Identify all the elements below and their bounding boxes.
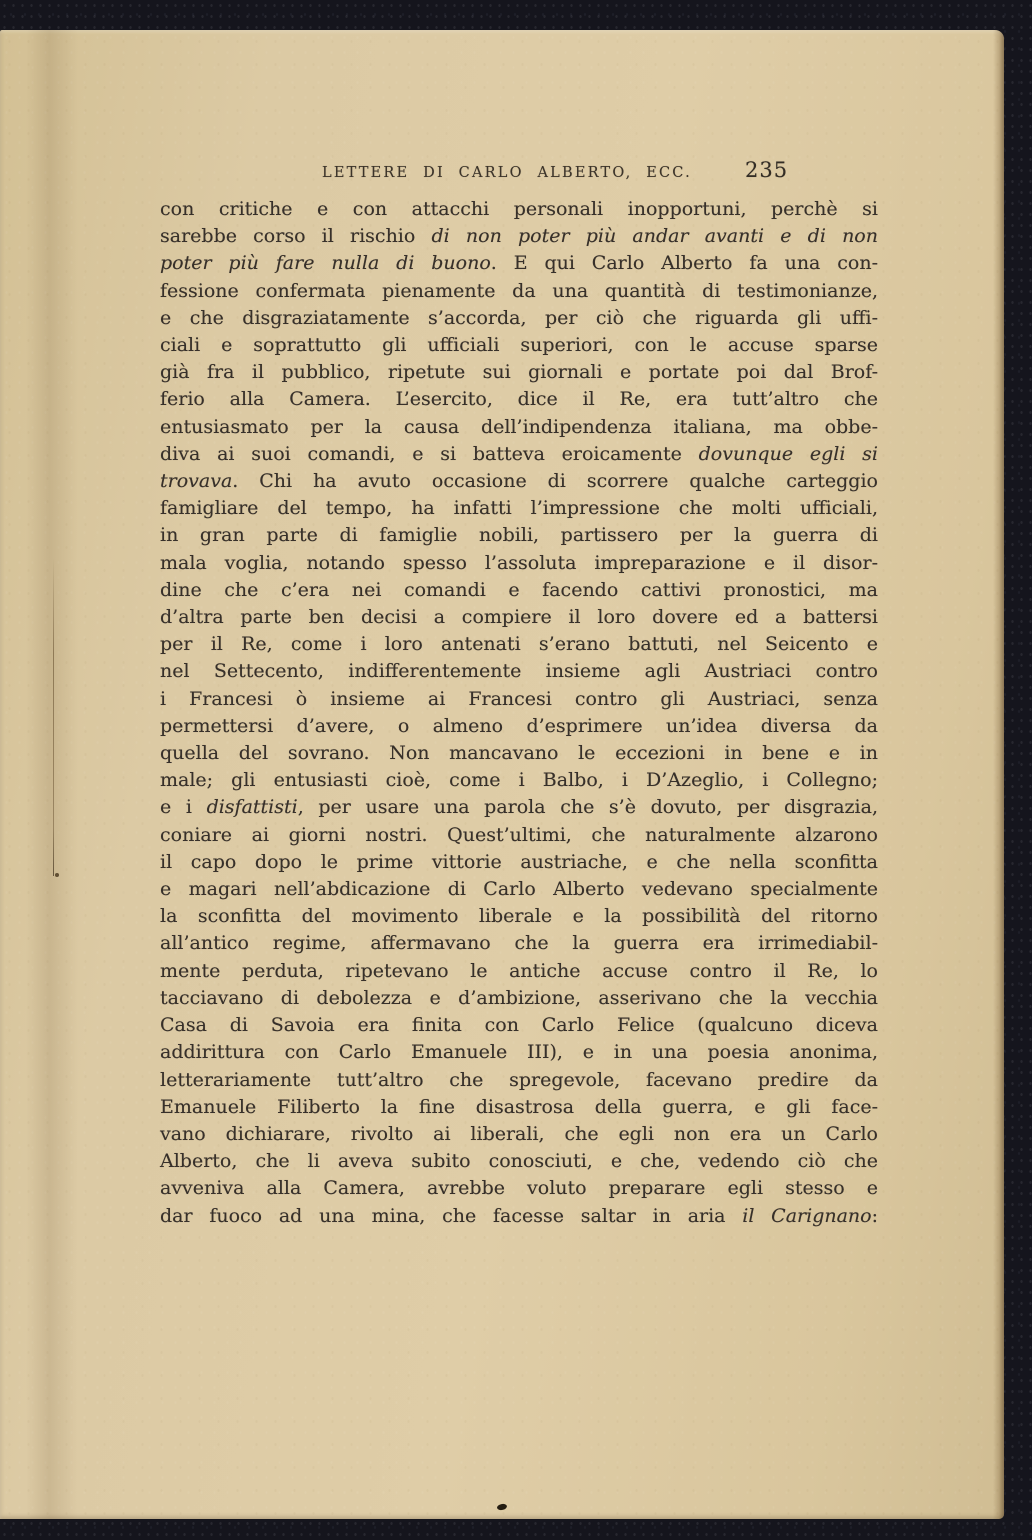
text-segment: fessione confermata pienamente da una quantità di testimonianze, xyxy=(160,279,878,302)
text-line xyxy=(160,1121,878,1148)
text-segment: addirittura con Carlo Emanuele III), e in una poesia anonima, xyxy=(160,1041,878,1064)
text-segment: sarebbe corso il rischio xyxy=(160,225,432,248)
text-segment: il capo dopo le prime vittorie austriache, e che nella sconfitta xyxy=(160,850,878,873)
text-line xyxy=(160,740,878,767)
text-segment: ferio alla Camera. L’esercito, dice il Re, era tutt’altro che xyxy=(160,388,878,411)
text-segment: male; gli entusiasti cioè, come i Balbo, i D’Azeglio, i Collegno; xyxy=(160,769,878,792)
text-line xyxy=(160,386,878,413)
text-segment: nel Settecento, indifferentemente insieme agli Austriaci contro xyxy=(160,660,878,683)
text-line xyxy=(160,250,878,277)
running-header-title: LETTERE DI CARLO ALBERTO, ECC. xyxy=(322,165,692,181)
text-segment: : xyxy=(871,1204,878,1227)
text-segment: la sconfitta del movimento liberale e la possibilità del ritorno xyxy=(160,905,878,928)
text-line xyxy=(160,1175,878,1202)
text-line xyxy=(160,822,878,849)
text-line xyxy=(160,468,878,495)
text-segment: e i xyxy=(160,796,207,819)
italic-text-segment: poter più fare nulla di buono xyxy=(160,252,491,275)
text-segment: già fra il pubblico, ripetute sui giornali e portate poi dal Brof- xyxy=(160,361,878,384)
text-segment: vano dichiarare, rivolto ai liberali, che egli non era un Carlo xyxy=(160,1122,878,1145)
text-line xyxy=(160,223,878,250)
text-line xyxy=(160,631,878,658)
text-line xyxy=(160,876,878,903)
italic-text-segment: disfattisti xyxy=(206,796,298,819)
text-segment: ciali e soprattutto gli ufficiali superiori, con le accuse sparse xyxy=(160,334,878,357)
text-line xyxy=(160,1148,878,1175)
text-segment: . E qui Carlo Alberto fa una con- xyxy=(490,252,878,275)
text-line xyxy=(160,278,878,305)
text-line xyxy=(160,305,878,332)
text-line xyxy=(160,1067,878,1094)
text-segment: mente perduta, ripetevano le antiche accuse contro il Re, lo xyxy=(160,959,878,982)
text-line xyxy=(160,958,878,985)
text-line xyxy=(160,414,878,441)
text-segment: e che disgraziatamente s’accorda, per ciò che riguarda gli uffi- xyxy=(160,306,878,329)
text-line xyxy=(160,713,878,740)
text-segment: tacciavano di debolezza e d’ambizione, asserivano che la vecchia xyxy=(160,986,878,1009)
text-segment: all’antico regime, affermavano che la guerra era irrimediabil- xyxy=(160,932,878,955)
text-segment: entusiasmato per la causa dell’indipendenza italiana, ma obbe- xyxy=(160,415,878,438)
ink-speck xyxy=(55,873,59,877)
text-line xyxy=(160,604,878,631)
text-line xyxy=(160,1094,878,1121)
text-line xyxy=(160,550,878,577)
text-segment: famigliare del tempo, ha infatti l’impressione che molti ufficiali, xyxy=(160,497,878,520)
paper-crease-line xyxy=(53,558,54,876)
text-line xyxy=(160,196,878,223)
text-segment: i Francesi ò insieme ai Francesi contro gli Austriaci, senza xyxy=(160,687,878,710)
text-segment: in gran parte di famiglie nobili, partissero per la guerra di xyxy=(160,524,878,547)
text-block xyxy=(160,196,878,1230)
italic-text-segment: di non poter più andar avanti e di non xyxy=(431,225,878,248)
text-segment: diva ai suoi comandi, e si batteva eroicamente xyxy=(160,442,699,465)
text-segment: . Chi ha avuto occasione di scorrere qualche carteggio xyxy=(232,470,878,493)
text-line xyxy=(160,849,878,876)
text-segment: Casa di Savoia era finita con Carlo Felice (qualcuno diceva xyxy=(160,1014,878,1037)
text-segment: permettersi d’avere, o almeno d’esprimere un’idea diversa da xyxy=(160,714,878,737)
text-segment: d’altra parte ben decisi a compiere il loro dovere ed a battersi xyxy=(160,606,878,629)
text-line xyxy=(160,903,878,930)
ink-speck xyxy=(496,1503,507,1511)
text-line xyxy=(160,930,878,957)
text-segment: dar fuoco ad una mina, che facesse saltar in aria xyxy=(160,1204,743,1227)
text-line xyxy=(160,794,878,821)
text-segment: Emanuele Filiberto la fine disastrosa della guerra, e gli face- xyxy=(160,1095,878,1118)
text-segment: quella del sovrano. Non mancavano le eccezioni in bene e in xyxy=(160,742,878,765)
italic-text-segment: trovava xyxy=(160,470,233,493)
book-page-paper xyxy=(0,30,1004,1519)
text-line xyxy=(160,767,878,794)
text-segment: Alberto, che li aveva subito conosciuti, e che, vedendo ciò che xyxy=(160,1150,878,1173)
text-line xyxy=(160,522,878,549)
text-line xyxy=(160,658,878,685)
text-line xyxy=(160,1039,878,1066)
text-line xyxy=(160,985,878,1012)
text-segment: avveniva alla Camera, avrebbe voluto preparare egli stesso e xyxy=(160,1177,878,1200)
text-line xyxy=(160,1012,878,1039)
text-segment: per il Re, come i loro antenati s’erano battuti, nel Seicento e xyxy=(160,633,878,656)
text-line xyxy=(160,495,878,522)
binding-gutter-shadow xyxy=(26,30,78,1519)
text-segment: letterariamente tutt’altro che spregevole, facevano predire da xyxy=(160,1068,878,1091)
page-number: 235 xyxy=(745,158,789,182)
text-line xyxy=(160,686,878,713)
italic-text-segment: il Carignano xyxy=(742,1204,872,1227)
text-line xyxy=(160,441,878,468)
text-segment: mala voglia, notando spesso l’assoluta impreparazione e il disor- xyxy=(160,551,878,574)
text-line xyxy=(160,332,878,359)
text-segment: dine che c’era nei comandi e facendo cattivi pronostici, ma xyxy=(160,578,878,601)
text-segment: e magari nell’abdicazione di Carlo Alberto vedevano specialmente xyxy=(160,878,878,901)
text-line xyxy=(160,359,878,386)
text-line xyxy=(160,1203,878,1230)
text-segment: con critiche e con attacchi personali inopportuni, perchè si xyxy=(160,198,878,220)
italic-text-segment: dovunque egli si xyxy=(698,442,879,465)
text-segment: , per usare una parola che s’è dovuto, per disgrazia, xyxy=(297,796,879,819)
text-line xyxy=(160,577,878,604)
text-segment: coniare ai giorni nostri. Quest’ultimi, che naturalmente alzarono xyxy=(160,823,878,846)
